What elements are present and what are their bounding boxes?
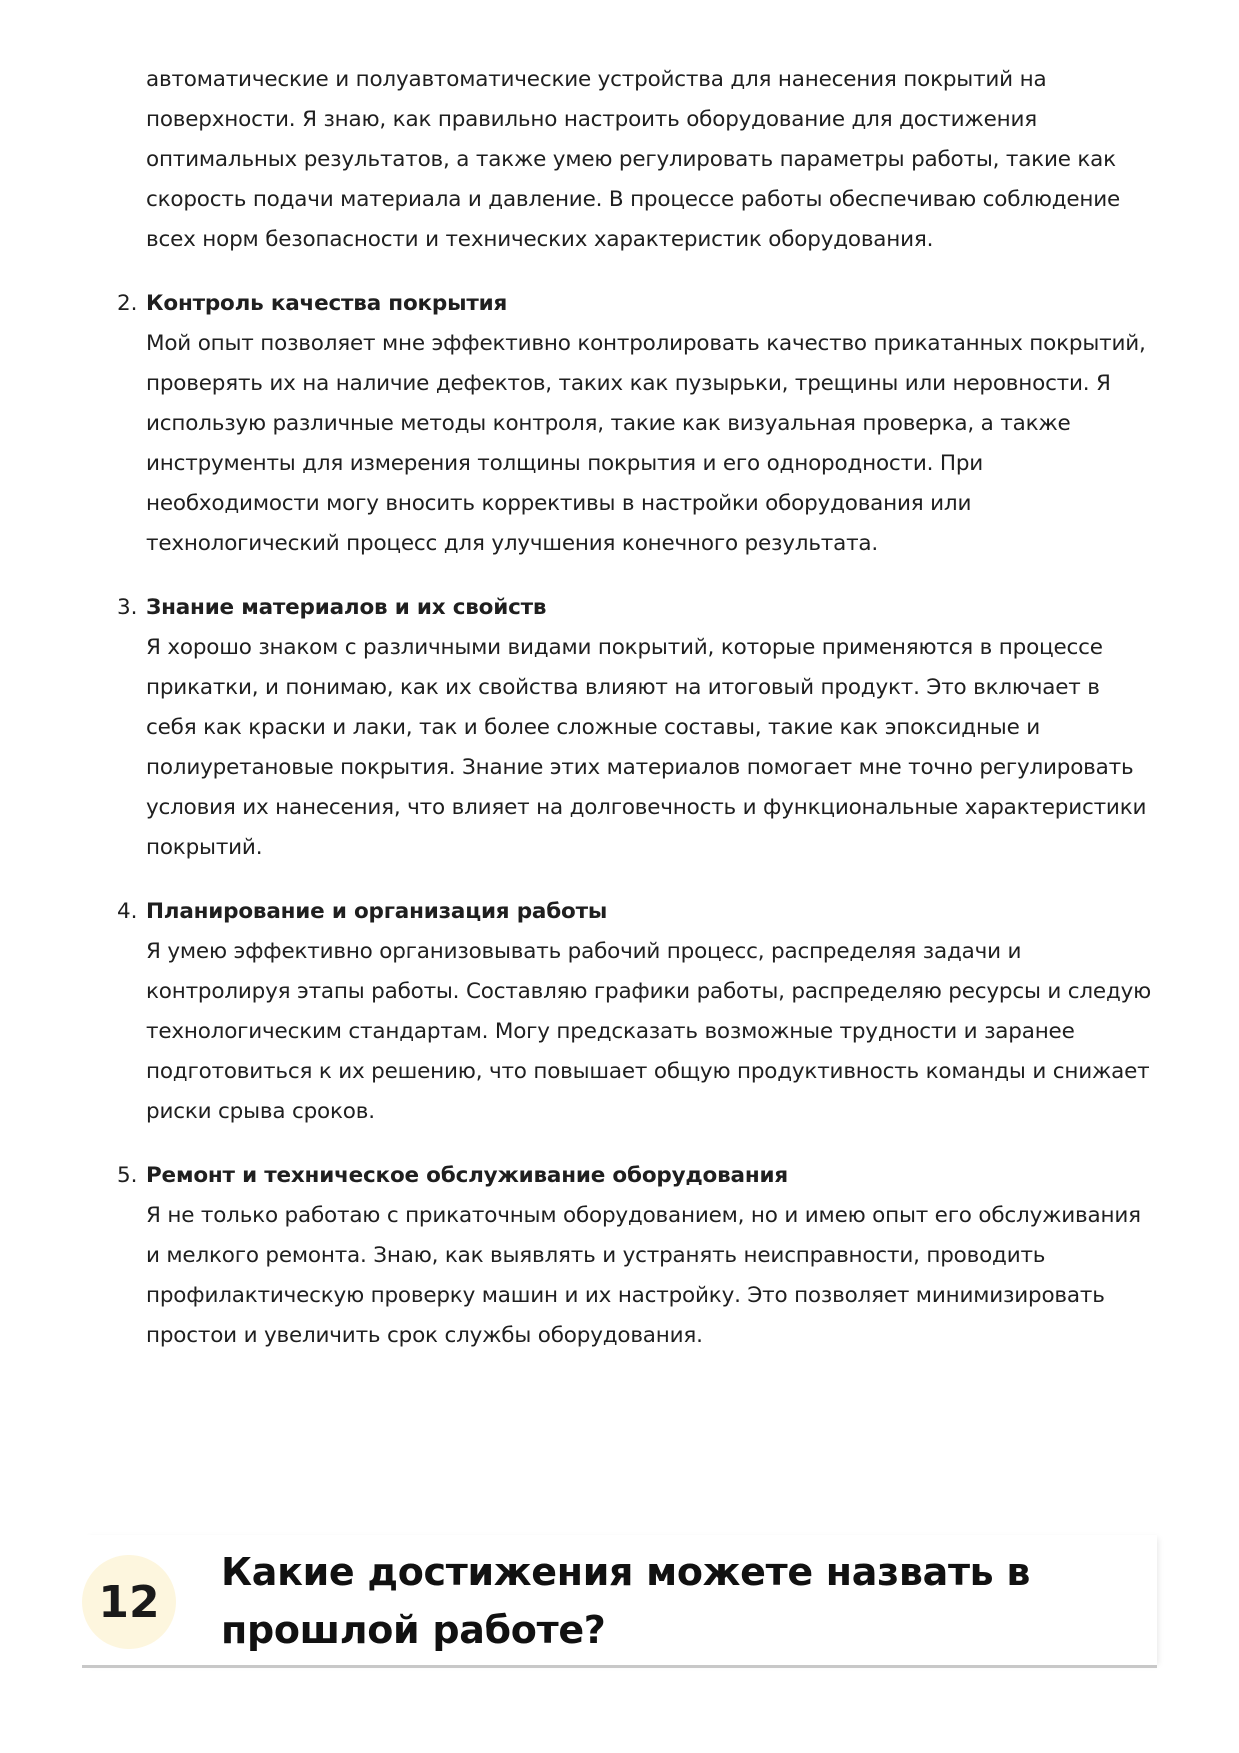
list-item-number: 3.	[117, 595, 138, 620]
list-item-number: 4.	[117, 899, 138, 924]
list-item-text: Мой опыт позволяет мне эффективно контролировать качество прикатанных покрытий, проверять их на наличие дефектов, таких как пузырьки, трещины или неровности. Я использую различные методы контроля, такие как визуальная проверка, а также инструменты для измерения толщины покрытия и его однородности. При необходимости могу вносить коррективы в настройки оборудования или технологический процесс для улучшения конечного результата.	[146, 331, 1146, 556]
list-item	[117, 284, 1156, 564]
list-item-title: Знание материалов и их свойств	[146, 595, 547, 620]
list-item	[117, 1156, 1156, 1356]
list-item-text: Я умею эффективно организовывать рабочий процесс, распределяя задачи и контролируя этапы работы. Составляю графики работы, распределяю ресурсы и следую технологическим стандартам. Могу предсказать возможные трудности и заранее подготовиться к их решению, что повышает общую продуктивность команды и снижает риски срыва сроков.	[146, 939, 1152, 1124]
list-item-title: Контроль качества покрытия	[146, 291, 508, 316]
skills-list	[117, 284, 1156, 1356]
question-title: Какие достижения можете назвать в прошлой работе?	[221, 1550, 1031, 1652]
list-item-text: Я хорошо знаком с различными видами покрытий, которые применяются в процессе прикатки, и понимаю, как их свойства влияют на итоговый продукт. Это включает в себя как краски и лаки, так и более сложные составы, такие как эпоксидные и полиуретановые покрытия. Знание этих материалов помогает мне точно регулировать условия их нанесения, что влияет на долговечность и функциональные характеристики покрытий.	[146, 635, 1147, 860]
list-item-title: Ремонт и техническое обслуживание оборудования	[146, 1163, 788, 1188]
list-item-title: Планирование и организация работы	[146, 899, 608, 924]
question-number-badge: 12	[82, 1555, 176, 1649]
list-item-number: 2.	[117, 291, 138, 316]
list-item-number: 5.	[117, 1163, 138, 1188]
intro-paragraph: автоматические и полуавтоматические устройства для нанесения покрытий на поверхности. Я знаю, как правильно настроить оборудование для достижения оптимальных результатов, а также умею регулировать параметры работы, такие как скорость подачи материала и давление. В процессе работы обеспечиваю соблюдение всех норм безопасности и технических характеристик оборудования.	[146, 67, 1121, 252]
document-body	[117, 60, 1156, 1356]
list-item-text: Я не только работаю с прикаточным оборудованием, но и имею опыт его обслуживания и мелкого ремонта. Знаю, как выявлять и устранять неисправности, проводить профилактическую проверку машин и их настройку. Это позволяет минимизировать простои и увеличить срок службы оборудования.	[146, 1203, 1141, 1348]
question-heading-block	[82, 1535, 1157, 1668]
list-item	[117, 892, 1156, 1132]
list-item	[117, 588, 1156, 868]
